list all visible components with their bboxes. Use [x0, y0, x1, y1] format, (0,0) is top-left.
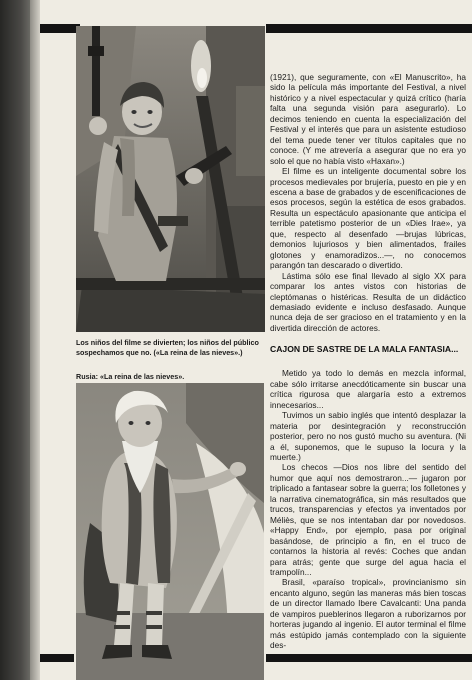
decorative-bar-bottom-right	[266, 654, 472, 662]
paragraph-czechs: Los checos —Dios nos libre del sentido del humor que aquí nos demostraron...— jugaron por triplicado a fantasear sobre la guerra; los folletones y la narrativa cinematográfica, sin más resultados que trucos, transparencias y efectos ya inventados por Méliès, que se nos intentaban dar por novedosos. «Happy End», por ejemplo, pasa por original basándose, de principio a fin, en el truco de contarnos la historia al revés: Coches que andan para atrás; gente que surge del agua hacia el trampolín...	[270, 462, 466, 578]
heading-spacer	[270, 354, 466, 368]
paragraph-brazil: Brasil, «paraíso tropical», provincianismo sin encanto alguno, según las maneras más bien toscas de un director llamado Ibere Cavalcanti: Una panda de vampiros pueblerinos llegaron a ruborizarnos por horteras jugando al ingenio. El autor terminal el filme más estúpido jamás contemplado con la siguiente des-	[270, 577, 466, 651]
decorative-bar-top-right	[266, 24, 472, 33]
caption-bottom-photo: Rusia: «La reina de las nieves».	[76, 372, 185, 381]
decorative-bar-bottom-left	[40, 654, 74, 662]
book-edge-shadow	[0, 0, 30, 680]
article-column-top	[270, 72, 466, 333]
photo-child-with-rifle	[76, 26, 265, 332]
paragraph-haxan-intro: (1921), que seguramente, con «El Manuscrito», ha sido la película más importante del Festival, a nivel histórico y a nivel espectacular y quizá crítico (haría falta una segunda visión para asegurarlo). Lo decimos teniendo en cuenta la especialización del Festival y el interés que para un asistente estudioso del tema puede tener ver títulos capitales que no conoce. (Y me atrevería a asegurar que no era yo solo el que no había visto «Haxan».)	[270, 72, 466, 166]
article-column-bottom	[270, 344, 466, 651]
paragraph-cajon-intro: Metido ya todo lo demás en mezcla informal, cabe sólo irritarse anecdóticamente sin buscar una crítica rigurosa que alargaría esto a extremos innecesarios...	[270, 368, 466, 410]
photo-old-man-in-costume	[76, 383, 264, 680]
paragraph-english-sage: Tuvimos un sabio inglés que intentó desplazar la materia por desintegración y reconstrucción posterior, pero no nos gustó mucho su aventura. (Ni a él, suponemos, que le supuso la locura y la muerte.)	[270, 410, 466, 463]
paragraph-documentary: El filme es un inteligente documental sobre los procesos medievales por brujería, puesto en pie y en escena a base de grabados y de escenificaciones de esos procesos, según la estética de esos grabados. Resulta un espectáculo apasionante que anticipa el terrible patetismo posterior de un «Dies Irae», ya que, respecto al desenfado —brujas lúbricas, demonios lujuriosos y bien alimentados, frailes glotones y enamoradizos...—, no conocemos parangón tan descarado o divertido.	[270, 166, 466, 271]
caption-top-photo: Los niños del filme se divierten; los niños del público sospechamos que no. («La reina de las nieves».)	[76, 338, 259, 357]
section-heading: CAJON DE SASTRE DE LA MALA FANTASIA...	[270, 344, 459, 354]
decorative-bar-top-left	[40, 24, 80, 33]
page-spine	[30, 0, 40, 680]
paragraph-final: Lástima sólo ese final llevado al siglo XX para comparar los antes vistos con historias de cleptómanas o histéricas. Resulta de un didáctico demasiado evidente e incluso desfasado. Aunque nunca deja de ser gracioso en el tratamiento y en la divertida dirección de actores.	[270, 270, 466, 333]
